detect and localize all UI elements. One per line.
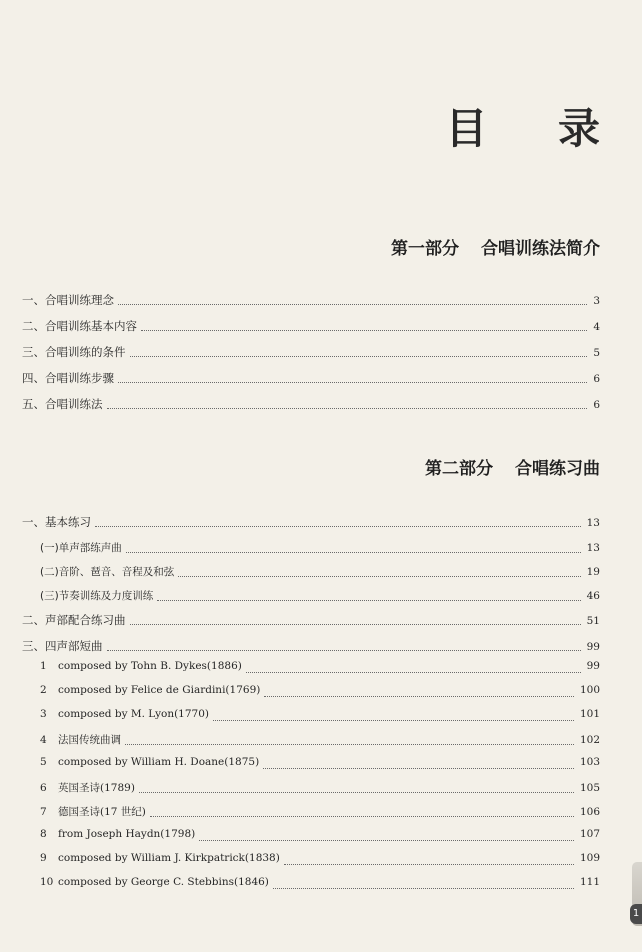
toc-entry[interactable] <box>0 318 600 336</box>
toc-entry-page: 109 <box>579 852 600 864</box>
page-title: 目 录 <box>445 104 628 153</box>
toc-subentry[interactable] <box>0 804 600 822</box>
toc-entry-label: composed by William J. Kirkpatrick(1838) <box>58 852 280 864</box>
part-one-name: 合唱训练法简介 <box>481 239 600 259</box>
toc-entry-label: 五、合唱训练法 <box>22 397 103 411</box>
dot-leader <box>130 623 581 625</box>
toc-entry-label: 英国圣诗(1789) <box>58 782 135 794</box>
item-index: 7 <box>40 806 47 818</box>
toc-entry-label: (二)音阶、琶音、音程及和弦 <box>40 566 175 578</box>
dot-leader <box>125 743 574 745</box>
toc-entry-page: 46 <box>586 590 600 602</box>
toc-entry-page: 111 <box>579 876 600 888</box>
toc-entry-label: (一)单声部练声曲 <box>40 542 122 554</box>
dot-leader <box>284 863 574 865</box>
part-two-name: 合唱练习曲 <box>515 459 600 479</box>
item-index: 8 <box>40 828 47 840</box>
toc-subentry[interactable] <box>0 780 600 798</box>
toc-entry-page: 106 <box>579 806 600 818</box>
toc-entry-label: 四、合唱训练步骤 <box>22 371 114 385</box>
toc-entry-label: 二、合唱训练基本内容 <box>22 319 137 333</box>
toc-entry-page: 4 <box>593 321 600 333</box>
toc-entry-page: 101 <box>579 708 600 720</box>
toc-entry-label: composed by Felice de Giardini(1769) <box>58 684 261 696</box>
dot-leader <box>126 551 581 553</box>
toc-entry-label: 一、合唱训练理念 <box>22 293 114 307</box>
toc-subentry[interactable] <box>0 876 600 894</box>
toc-subentry[interactable] <box>0 732 600 750</box>
item-index: 3 <box>40 708 47 720</box>
toc-entry-label: (三)节奏训练及力度训练 <box>40 590 154 602</box>
item-index: 4 <box>40 734 47 746</box>
toc-entry[interactable] <box>0 396 600 414</box>
toc-subentry[interactable] <box>0 756 600 774</box>
toc-entry[interactable] <box>0 344 600 362</box>
toc-entry-page: 99 <box>586 641 600 653</box>
item-index: 2 <box>40 684 47 696</box>
toc-entry[interactable] <box>0 292 600 310</box>
toc-entry[interactable] <box>0 638 600 656</box>
toc-entry-page: 5 <box>593 347 600 359</box>
dot-leader <box>107 649 581 651</box>
item-index: 1 <box>40 660 47 672</box>
dot-leader <box>199 839 574 841</box>
toc-subentry[interactable] <box>0 852 600 870</box>
dot-leader <box>139 791 574 793</box>
dot-leader <box>95 525 581 527</box>
dot-leader <box>273 887 574 889</box>
toc-entry[interactable] <box>0 514 600 532</box>
toc-entry-label: composed by M. Lyon(1770) <box>58 708 209 720</box>
toc-subentry[interactable] <box>0 540 600 558</box>
toc-entry-label: 三、四声部短曲 <box>22 639 103 653</box>
dot-leader <box>178 575 580 577</box>
edge-tab-badge: 1 <box>630 904 642 924</box>
item-index: 5 <box>40 756 47 768</box>
toc-entry-page: 3 <box>593 295 600 307</box>
item-index: 10 <box>40 876 54 888</box>
toc-entry-page: 102 <box>579 734 600 746</box>
dot-leader <box>107 407 588 409</box>
toc-entry-label: 法国传统曲调 <box>58 734 121 746</box>
toc-entry-label: 二、声部配合练习曲 <box>22 613 126 627</box>
toc-entry-label: composed by William H. Doane(1875) <box>58 756 260 768</box>
toc-entry-label: 德国圣诗(17 世纪) <box>58 806 146 818</box>
toc-entry-page: 19 <box>586 566 600 578</box>
toc-subentry[interactable] <box>0 828 600 846</box>
toc-entry-page: 105 <box>579 782 600 794</box>
dot-leader <box>141 329 587 331</box>
toc-entry-page: 99 <box>586 660 600 672</box>
toc-entry-label: 三、合唱训练的条件 <box>22 345 126 359</box>
toc-subentry[interactable] <box>0 564 600 582</box>
dot-leader <box>246 671 581 673</box>
dot-leader <box>213 719 574 721</box>
part-one-number: 第一部分 <box>391 239 459 259</box>
dot-leader <box>118 303 587 305</box>
toc-entry[interactable] <box>0 370 600 388</box>
toc-entry-page: 6 <box>593 399 600 411</box>
toc-entry-page: 51 <box>586 615 600 627</box>
dot-leader <box>150 815 574 817</box>
dot-leader <box>264 695 574 697</box>
dot-leader <box>118 381 587 383</box>
toc-entry[interactable] <box>0 612 600 630</box>
toc-entry-page: 13 <box>586 542 600 554</box>
item-index: 6 <box>40 782 47 794</box>
toc-subentry[interactable] <box>0 708 600 726</box>
toc-subentry[interactable] <box>0 660 600 678</box>
part-two-heading <box>425 454 600 479</box>
toc-entry-page: 13 <box>586 517 600 529</box>
toc-entry-label: composed by George C. Stebbins(1846) <box>58 876 269 888</box>
dot-leader <box>130 355 588 357</box>
toc-subentry[interactable] <box>0 684 600 702</box>
dot-leader <box>263 767 574 769</box>
item-index: 9 <box>40 852 47 864</box>
toc-entry-label: 一、基本练习 <box>22 515 91 529</box>
toc-entry-label: from Joseph Haydn(1798) <box>58 828 196 840</box>
toc-entry-page: 100 <box>579 684 600 696</box>
part-one-heading <box>391 234 600 259</box>
toc-entry-page: 107 <box>579 828 600 840</box>
toc-subentry[interactable] <box>0 588 600 606</box>
part-two-number: 第二部分 <box>425 459 493 479</box>
dot-leader <box>157 599 580 601</box>
toc-entry-page: 6 <box>593 373 600 385</box>
toc-entry-label: composed by Tohn B. Dykes(1886) <box>58 660 242 672</box>
toc-entry-page: 103 <box>579 756 600 768</box>
